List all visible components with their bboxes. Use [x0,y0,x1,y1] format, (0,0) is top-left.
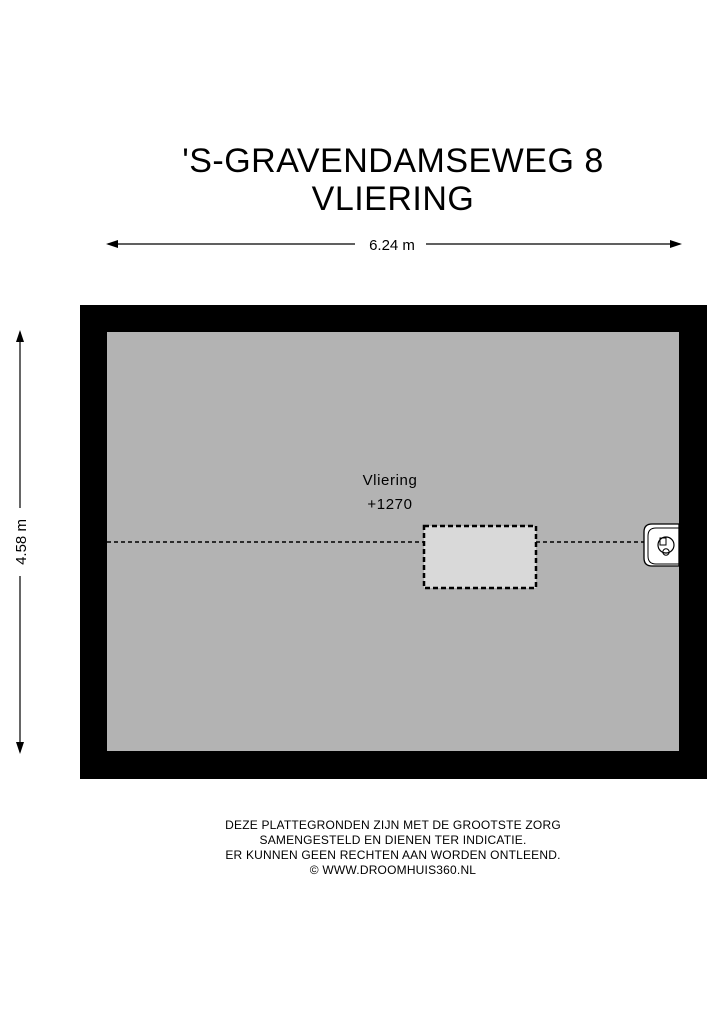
arrow-left-icon [106,240,118,248]
room-name: Vliering [362,472,418,489]
arrow-right-icon [670,240,682,248]
height-dimension [13,330,30,754]
disclaimer [0,818,720,878]
width-dimension [106,237,682,254]
floor-title: VLIERING [311,180,475,218]
room-level: +1270 [367,496,413,513]
arrow-down-icon [16,742,24,754]
copyright: © WWW.DROOMHUIS360.NL [309,863,477,877]
ladder-hatch-icon [644,524,679,566]
disclaimer-line: ER KUNNEN GEEN RECHTEN AAN WORDEN ONTLEEND. [225,848,561,862]
disclaimer-line: SAMENGESTELD EN DIENEN TER INDICATIE. [259,833,527,847]
disclaimer-line: DEZE PLATTEGRONDEN ZIJN MET DE GROOTSTE ZORG [225,818,561,832]
width-label: 6.24 m [369,237,415,254]
attic-hatch [424,526,536,588]
page-title: 'S-GRAVENDAMSEWEG 8 [182,142,604,180]
arrow-up-icon [16,330,24,342]
height-label: 4.58 m [13,519,30,565]
